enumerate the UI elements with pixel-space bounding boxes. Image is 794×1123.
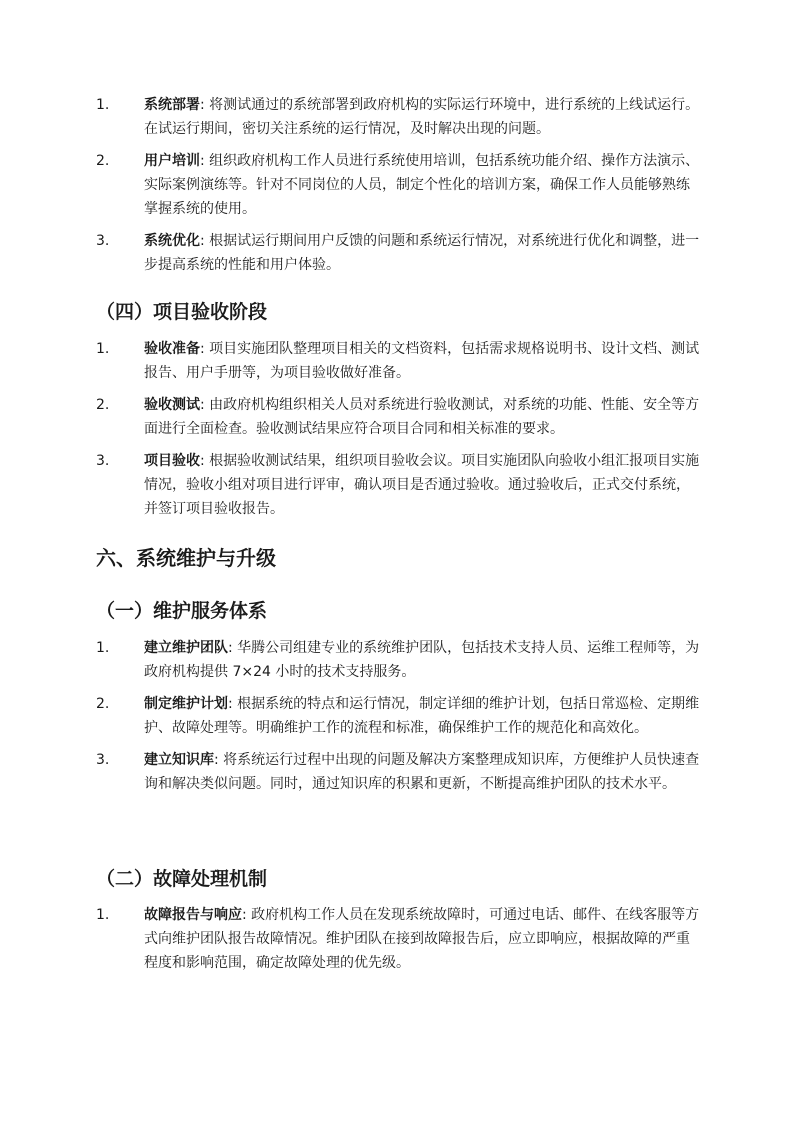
list-number: 1. — [96, 907, 110, 923]
list-number: 2. — [96, 153, 110, 169]
list-separator: : — [242, 907, 252, 923]
list-body: 项目实施团队整理项目相关的文档资料，包括需求规格说明书、设计文档、测试报告、用户手册等，为项目验收做好准备。 — [144, 341, 700, 381]
list-term: 验收准备 — [144, 341, 200, 357]
list-separator: : — [228, 696, 238, 712]
list-item — [96, 748, 701, 796]
list-separator: : — [228, 640, 238, 656]
list-term: 故障报告与响应 — [144, 907, 242, 923]
list-body: 根据系统的特点和运行情况，制定详细的维护计划，包括日常巡检、定期维护、故障处理等。明确维护工作的流程和标准，确保维护工作的规范化和高效化。 — [144, 696, 700, 736]
fault-list — [96, 903, 701, 975]
list-body: 将系统运行过程中出现的问题及解决方案整理成知识库，方便维护人员快速查询和解决类似问题。同时，通过知识库的积累和更新，不断提高维护团队的技术水平。 — [144, 752, 700, 792]
list-separator: : — [200, 153, 210, 169]
list-term: 建立维护团队 — [144, 640, 228, 656]
list-term: 验收测试 — [144, 397, 200, 413]
list-term: 系统部署 — [144, 97, 200, 113]
list-separator: : — [200, 97, 210, 113]
list-body: 华腾公司组建专业的系统维护团队，包括技术支持人员、运维工程师等，为政府机构提供 7×24 小时的技术支持服务。 — [144, 640, 700, 680]
list-number: 1. — [96, 640, 110, 656]
list-separator: : — [200, 341, 210, 357]
deployment-list — [96, 93, 701, 277]
list-term: 建立知识库 — [144, 752, 214, 768]
heading-fault-handling: （二）故障处理机制 — [96, 868, 268, 890]
acceptance-list — [96, 337, 701, 521]
list-item — [96, 229, 701, 277]
list-item — [96, 149, 701, 221]
list-item — [96, 393, 701, 441]
list-item — [96, 93, 701, 141]
list-item — [96, 692, 701, 740]
maintenance-list — [96, 636, 701, 796]
list-number: 2. — [96, 397, 110, 413]
list-body: 政府机构工作人员在发现系统故障时，可通过电话、邮件、在线客服等方式向维护团队报告故障情况。维护团队在接到故障报告后，应立即响应，根据故障的严重程度和影响范围，确定故障处理的优先级。 — [144, 907, 700, 971]
list-body: 由政府机构组织相关人员对系统进行验收测试，对系统的功能、性能、安全等方面进行全面检查。验收测试结果应符合项目合同和相关标准的要求。 — [144, 397, 700, 437]
heading-maintenance-service: （一）维护服务体系 — [96, 600, 268, 622]
list-item — [96, 903, 701, 975]
list-item — [96, 636, 701, 684]
list-number: 1. — [96, 341, 110, 357]
list-number: 2. — [96, 696, 110, 712]
list-separator: : — [200, 233, 210, 249]
list-term: 制定维护计划 — [144, 696, 228, 712]
list-body: 根据验收测试结果，组织项目验收会议。项目实施团队向验收小组汇报项目实施情况，验收小组对项目进行评审，确认项目是否通过验收。通过验收后，正式交付系统，并签订项目验收报告。 — [144, 453, 700, 517]
heading-acceptance-phase: （四）项目验收阶段 — [96, 301, 268, 323]
list-separator: : — [200, 397, 210, 413]
list-item — [96, 449, 701, 521]
heading-maintenance-upgrade: 六、系统维护与升级 — [96, 546, 276, 570]
list-item — [96, 337, 701, 385]
list-number: 3. — [96, 453, 110, 469]
list-number: 3. — [96, 233, 110, 249]
list-term: 项目验收 — [144, 453, 200, 469]
list-separator: : — [200, 453, 210, 469]
list-body: 将测试通过的系统部署到政府机构的实际运行环境中，进行系统的上线试运行。在试运行期间，密切关注系统的运行情况，及时解决出现的问题。 — [144, 97, 700, 137]
list-number: 1. — [96, 97, 110, 113]
list-body: 组织政府机构工作人员进行系统使用培训，包括系统功能介绍、操作方法演示、实际案例演练等。针对不同岗位的人员，制定个性化的培训方案，确保工作人员能够熟练掌握系统的使用。 — [144, 153, 700, 217]
list-separator: : — [214, 752, 224, 768]
list-term: 用户培训 — [144, 153, 200, 169]
list-body: 根据试运行期间用户反馈的问题和系统运行情况，对系统进行优化和调整，进一步提高系统的性能和用户体验。 — [144, 233, 700, 273]
list-term: 系统优化 — [144, 233, 200, 249]
list-number: 3. — [96, 752, 110, 768]
